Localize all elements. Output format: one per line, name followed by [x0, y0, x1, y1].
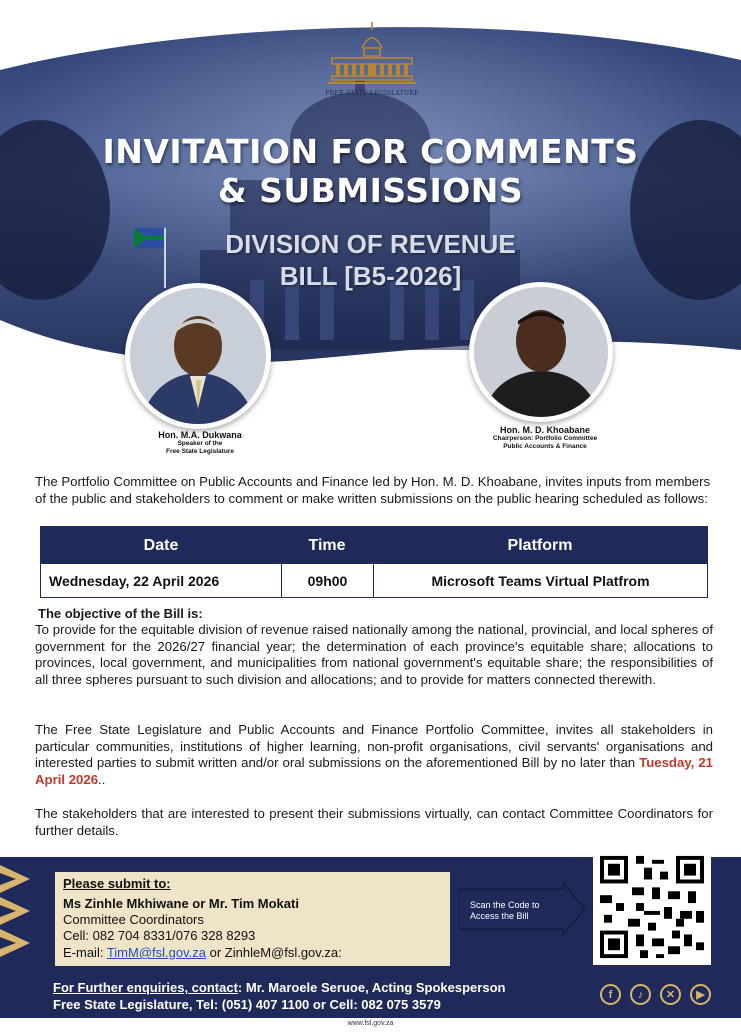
chevron-decoration-icon	[0, 857, 60, 975]
logo-text: FREE STATE LEGISLATURE	[325, 90, 419, 97]
scan-line-1: Scan the Code to	[470, 900, 540, 910]
hero-banner	[0, 0, 741, 420]
person-role-line1: Chairperson: Portfolio Committee	[492, 435, 598, 442]
person-role-line2: Public Accounts & Finance	[503, 443, 587, 450]
qr-code[interactable]	[593, 849, 711, 965]
person-role-line2: Free State Legislature	[166, 448, 234, 455]
title-line-2: & SUBMISSIONS	[217, 171, 524, 210]
person-name: Hon. M.A. Dukwana	[158, 430, 242, 440]
table-row	[41, 564, 707, 597]
coordinator-role: Committee Coordinators	[63, 912, 204, 927]
intro-paragraph: The Portfolio Committee on Public Accounts and Finance led by Hon. M. D. Khoabane, invites inputs from members of the public and stakeholders to comment or make written submissions on the public hearing scheduled as follows:	[35, 474, 711, 506]
email-or: or	[205, 945, 225, 960]
email-link-tim[interactable]: TimM@fsl.gov.za	[106, 945, 206, 960]
portrait-dukwana	[125, 283, 271, 429]
hearing-schedule-table	[40, 526, 708, 598]
youtube-icon[interactable]: ▶	[690, 984, 711, 1005]
person-role-line1: Speaker of the	[177, 440, 223, 447]
footer-enquiries-contact: : Mr. Maroele Seruoe, Acting Spokesperson	[237, 980, 506, 995]
table-cell-date: Wednesday, 22 April 2026	[49, 572, 220, 589]
person-photo-icon	[474, 287, 608, 417]
table-header-time: Time	[308, 536, 346, 554]
objective-paragraph: To provide for the equitable division of revenue raised nationally among the national, provincial, and local spheres of government for the 2026/27 financial year; the determination of each province's equitable share; allocations to provinces, local government, and municipalities from national government's equitable share; the responsibilities of all three spheres pursuant to such division and allocations; and to provide for matters connected therewith.	[35, 622, 713, 687]
table-header-date: Date	[143, 536, 179, 554]
invitation-text: The Free State Legislature and Public Accounts and Finance Portfolio Committee, invites all stakeholders in particular communities, institutions of higher learning, non-profit organisations, civil servants' organisations and interested parties to submit written and/or oral submissions on the aforementioned Bill by no later than	[35, 722, 713, 770]
portrait-khoabane	[469, 282, 613, 422]
submit-heading: Please submit to:	[63, 876, 171, 891]
scan-line-2: Access the Bill	[470, 911, 529, 921]
footer-enquiries-label: For Further enquiries, contact	[53, 980, 238, 995]
facebook-icon[interactable]: f	[600, 984, 621, 1005]
person-name: Hon. M. D. Khoabane	[500, 425, 590, 435]
invitation-paragraph	[35, 722, 713, 788]
contact-note-paragraph: The stakeholders that are interested to present their submissions virtually, can contact Committee Coordinators for further details.	[35, 806, 713, 838]
subtitle-line-2: BILL [B5-2026]	[279, 261, 462, 291]
building-logo-icon	[322, 18, 422, 90]
legislature-logo	[322, 18, 422, 100]
email-prefix: E-mail:	[63, 945, 107, 960]
email-zinhle: ZinhleM@fsl.gov.za:	[224, 945, 342, 960]
footer-enquiries	[53, 980, 505, 995]
caption-dukwana	[130, 430, 270, 456]
table-header-row	[41, 527, 707, 564]
scan-instruction	[470, 900, 580, 922]
tiktok-icon[interactable]: ♪	[630, 984, 651, 1005]
table-header-platform: Platform	[507, 536, 573, 554]
deadline-date: Tuesday, 21 April 2026	[35, 755, 713, 787]
subtitle-line-1: DIVISION OF REVENUE	[225, 229, 516, 259]
caption-khoabane	[470, 425, 620, 451]
invitation-end: ..	[98, 771, 106, 787]
title-line-1: INVITATION FOR COMMENTS	[102, 132, 639, 171]
objective-heading: The objective of the Bill is:	[38, 606, 203, 621]
x-icon[interactable]: ✕	[660, 984, 681, 1005]
qr-code-icon	[596, 852, 708, 962]
coordinator-email	[63, 945, 342, 960]
submit-contact-box	[55, 872, 450, 966]
table-cell-platform: Microsoft Teams Virtual Platfrom	[373, 564, 707, 597]
coordinator-cell: Cell: 082 704 8331/076 328 8293	[63, 928, 256, 943]
social-icons	[600, 984, 720, 1006]
footer-phone-line: Free State Legislature, Tel: (051) 407 1100 or Cell: 082 075 3579	[53, 997, 441, 1012]
person-photo-icon	[130, 288, 266, 424]
coordinator-names: Ms Zinhle Mkhiwane or Mr. Tim Mokati	[63, 896, 299, 911]
website-url[interactable]: www.fsl.gov.za	[347, 1020, 394, 1027]
table-cell-time: 09h00	[281, 564, 373, 597]
